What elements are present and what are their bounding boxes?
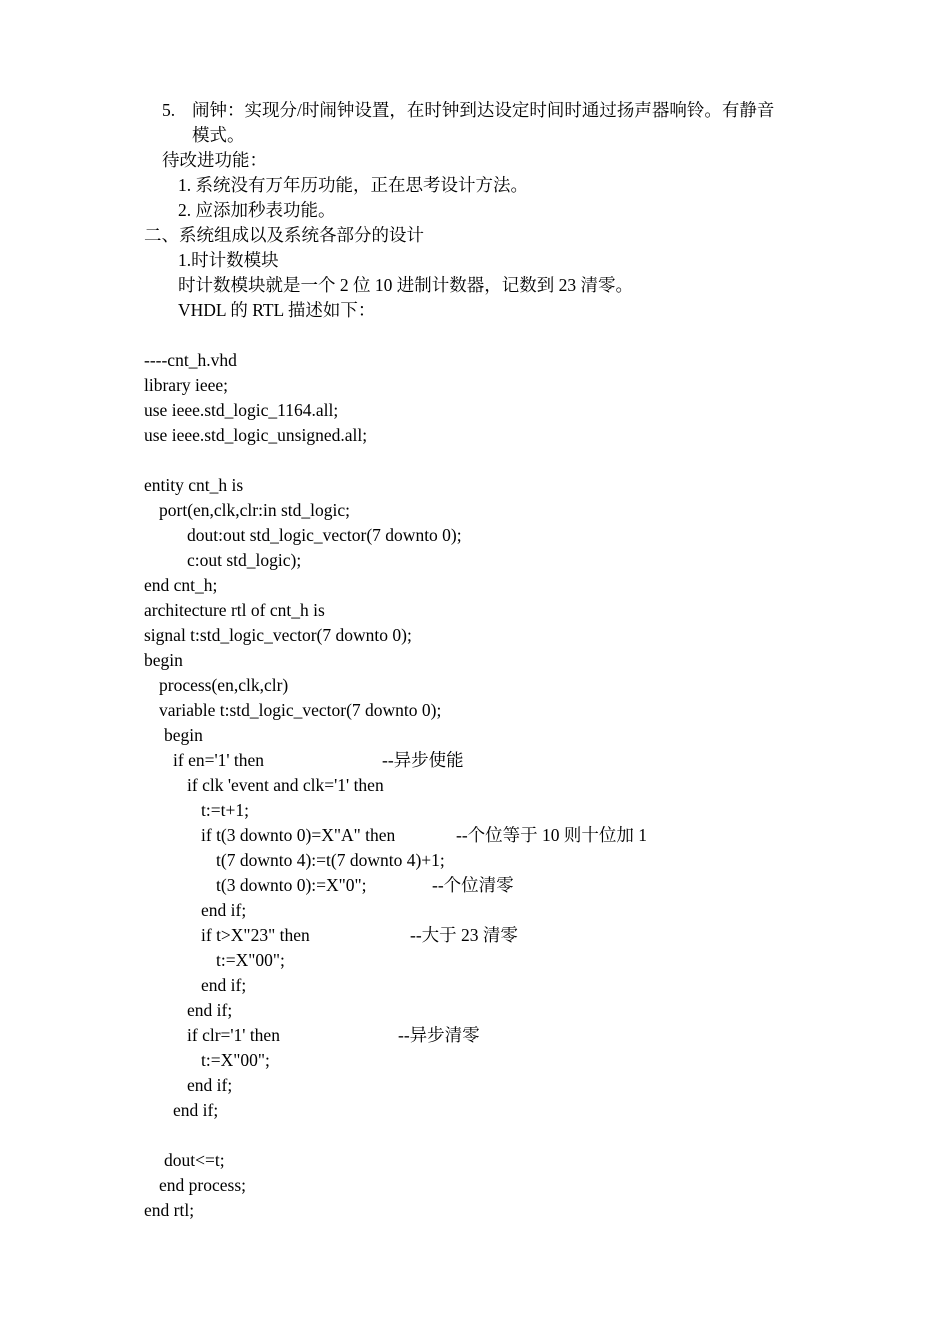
code-line: ----cnt_h.vhd (144, 350, 237, 370)
code-line: use ieee.std_logic_1164.all; (144, 400, 339, 420)
code-line: t(3 downto 0):=X"0"; (216, 875, 367, 895)
code-line: end if; (201, 975, 247, 995)
item5-text-line1: 闹钟：实现分/时闹钟设置，在时钟到达设定时间时通过扬声器响铃。有静音 (192, 100, 775, 120)
todo-item-1: 1. 系统没有万年历功能，正在思考设计方法。 (178, 175, 528, 195)
code-line: entity cnt_h is (144, 475, 244, 495)
code-line: if en='1' then (173, 750, 265, 770)
code-line: end if; (187, 1000, 233, 1020)
code-line: use ieee.std_logic_unsigned.all; (144, 425, 368, 445)
code-line: library ieee; (144, 375, 229, 395)
item5-number: 5. (162, 100, 176, 120)
code-line: port(en,clk,clr:in std_logic; (159, 500, 350, 520)
code-line: end if; (187, 1075, 233, 1095)
code-line: end process; (159, 1175, 246, 1195)
sub1-description: 时计数模块就是一个 2 位 10 进制计数器，记数到 23 清零。 (178, 275, 633, 295)
code-line: end rtl; (144, 1200, 195, 1220)
code-line: end cnt_h; (144, 575, 218, 595)
code-line: end if; (173, 1100, 219, 1120)
code-line: begin (144, 650, 183, 670)
code-line: variable t:std_logic_vector(7 downto 0); (159, 700, 442, 720)
item5-text-line2: 模式。 (192, 125, 245, 145)
sub1-heading: 1.时计数模块 (178, 250, 279, 270)
todo-item-2: 2. 应添加秒表功能。 (178, 200, 336, 220)
sub1-rtl-intro: VHDL 的 RTL 描述如下： (178, 300, 376, 320)
code-line: begin (164, 725, 203, 745)
code-line: c:out std_logic); (187, 550, 302, 570)
code-line: t(7 downto 4):=t(7 downto 4)+1; (216, 850, 445, 870)
code-line: t:=X"00"; (201, 1050, 270, 1070)
code-line: t:=X"00"; (216, 950, 285, 970)
code-line: process(en,clk,clr) (159, 675, 289, 695)
code-comment: --个位清零 (432, 875, 514, 895)
code-line: if t(3 downto 0)=X"A" then (201, 825, 396, 845)
code-comment: --异步使能 (382, 750, 464, 770)
code-comment: --异步清零 (398, 1025, 480, 1045)
code-line: if clr='1' then (187, 1025, 280, 1045)
code-line: dout<=t; (164, 1150, 225, 1170)
code-line: dout:out std_logic_vector(7 downto 0); (187, 525, 462, 545)
code-line: architecture rtl of cnt_h is (144, 600, 325, 620)
code-line: signal t:std_logic_vector(7 downto 0); (144, 625, 412, 645)
code-line: if clk 'event and clk='1' then (187, 775, 384, 795)
code-comment: --个位等于 10 则十位加 1 (456, 825, 648, 845)
section2-heading: 二、系统组成以及系统各部分的设计 (144, 225, 424, 245)
code-line: if t>X"23" then (201, 925, 310, 945)
code-line: end if; (201, 900, 247, 920)
code-comment: --大于 23 清零 (410, 925, 518, 945)
code-line: t:=t+1; (201, 800, 249, 820)
todo-heading: 待改进功能： (162, 150, 267, 170)
